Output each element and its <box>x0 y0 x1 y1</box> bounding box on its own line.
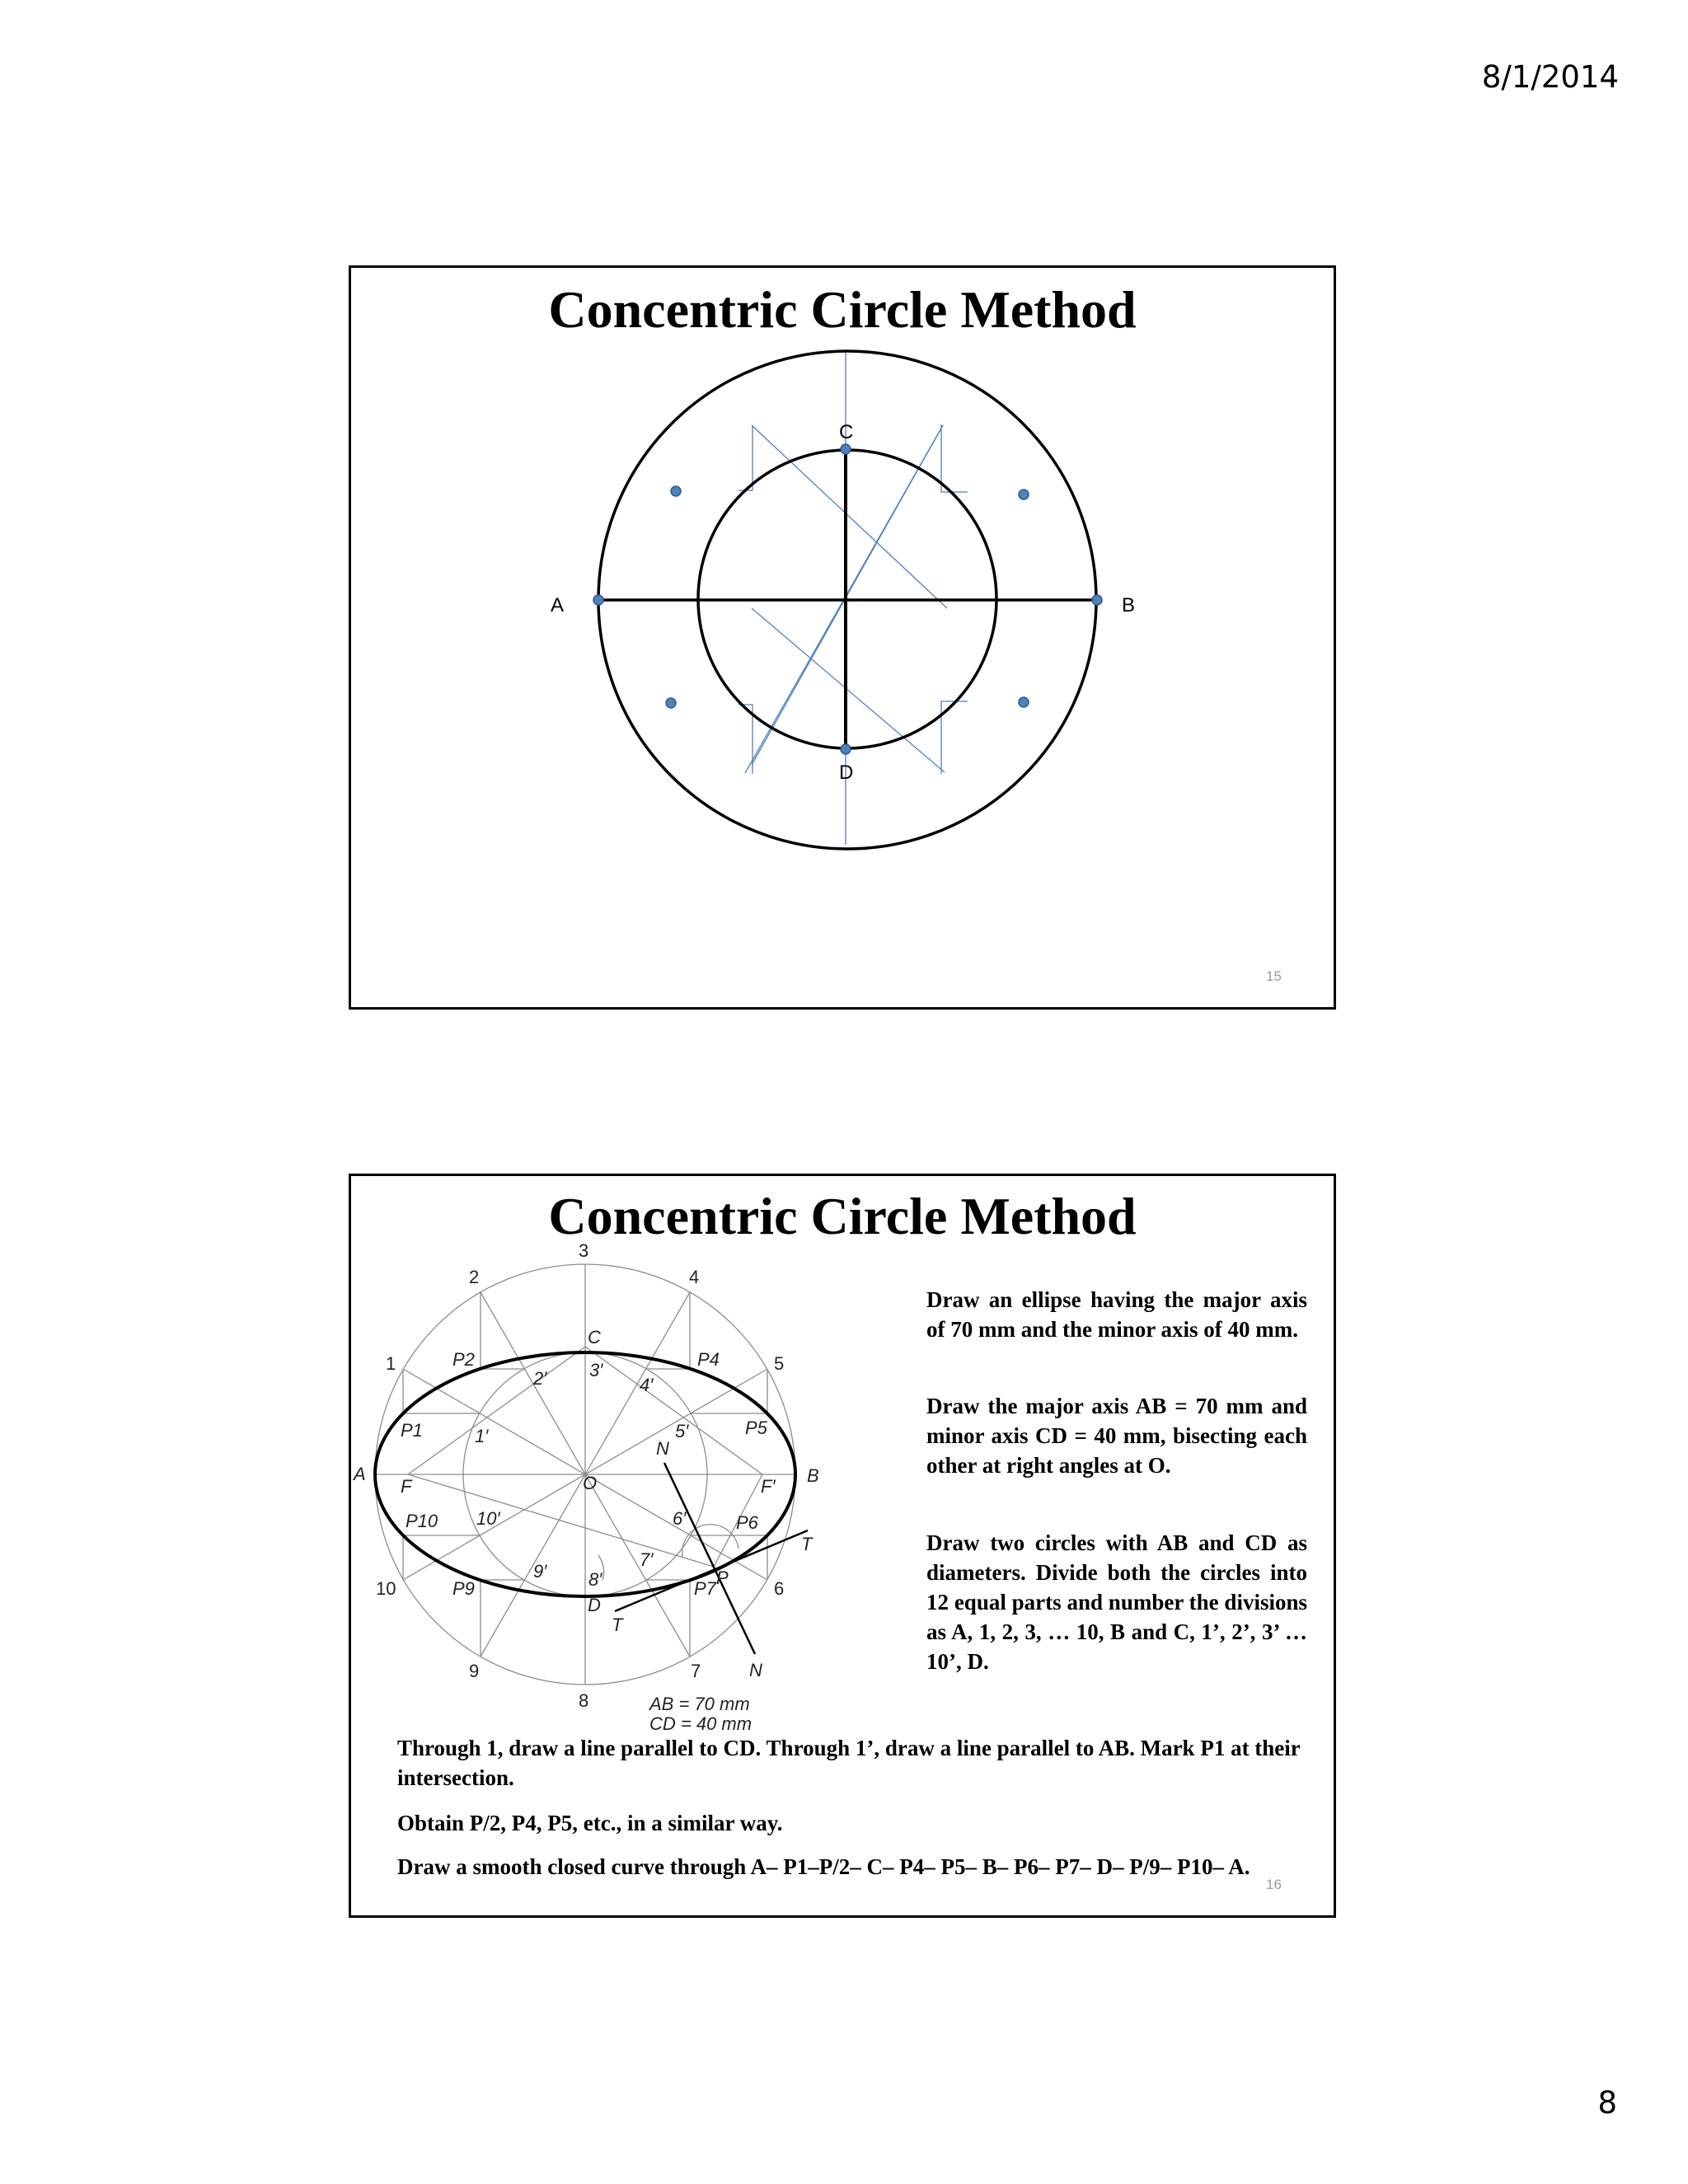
page-number: 8 <box>1597 2085 1617 2121</box>
inner-number: 6′ <box>673 1508 687 1529</box>
point-label: P2 <box>452 1349 475 1370</box>
ellipse-point <box>1019 490 1029 499</box>
outer-number: 10 <box>376 1578 396 1599</box>
slide-15 <box>349 265 1336 1010</box>
label-b: B <box>807 1465 819 1486</box>
label-f-prime: F′ <box>761 1476 776 1497</box>
slide-16 <box>349 1174 1336 1918</box>
outer-number: 5 <box>774 1353 785 1374</box>
label-c: C <box>588 1327 601 1347</box>
inner-number: 5′ <box>675 1421 689 1441</box>
point-b <box>1092 595 1102 605</box>
instruction-paragraph: Through 1, draw a line parallel to CD. Through 1’, draw a line parallel to AB. Mark P1 at their intersection. <box>397 1736 1301 1790</box>
dimension-ab: AB = 70 mm <box>649 1694 750 1714</box>
slide-title: Concentric Circle Method <box>548 1187 1137 1245</box>
label-t: T <box>801 1534 813 1554</box>
point-label: P10 <box>406 1511 438 1531</box>
instruction-paragraph: Draw an ellipse having the major axis of 70 mm and the minor axis of 40 mm. <box>926 1287 1307 1342</box>
projection-line <box>738 425 753 490</box>
label-d: D <box>839 762 854 784</box>
inner-number: 8′ <box>588 1569 603 1590</box>
slide-title: Concentric Circle Method <box>548 280 1137 339</box>
label-a: A <box>551 594 565 616</box>
slide-number: 16 <box>1266 1877 1282 1892</box>
slide-number: 15 <box>1266 968 1282 984</box>
inner-number: 2′ <box>533 1368 547 1389</box>
ellipse-point <box>1019 697 1029 707</box>
point-label: P7 <box>694 1578 716 1599</box>
outer-number: 3 <box>579 1240 589 1261</box>
label-b: B <box>1122 594 1136 616</box>
outer-number: 7 <box>691 1661 701 1681</box>
dimension-cd: CD = 40 mm <box>649 1713 753 1734</box>
outer-number: 8 <box>579 1690 589 1711</box>
point-label: P9 <box>452 1578 475 1599</box>
point-label: P1 <box>401 1420 423 1441</box>
inner-number: 1′ <box>475 1426 489 1446</box>
instruction-paragraph: Draw a smooth closed curve through A– P1–P/2– C– P4– P5– B– P6– P7– D– P/9– P10– A. <box>397 1854 1250 1879</box>
outer-number: 9 <box>469 1661 480 1681</box>
inner-number: 10′ <box>476 1508 500 1529</box>
page-date: 8/1/2014 <box>1481 59 1619 95</box>
point-c <box>841 444 851 454</box>
point-label: P6 <box>736 1512 758 1533</box>
outer-number: 6 <box>774 1578 785 1599</box>
projection-line <box>941 424 968 492</box>
label-o: O <box>583 1473 598 1493</box>
instruction-paragraph: Obtain P/2, P4, P5, etc., in a similar way. <box>397 1811 783 1835</box>
concentric-circle-diagram <box>351 268 1336 1010</box>
tangent-line <box>615 1530 808 1611</box>
label-p: P <box>716 1568 729 1588</box>
point-d <box>841 744 851 754</box>
inner-number: 9′ <box>533 1561 547 1582</box>
ellipse-point <box>671 486 681 496</box>
label-n: N <box>656 1438 669 1459</box>
inner-number: 3′ <box>589 1360 603 1380</box>
inner-number: 7′ <box>640 1549 654 1570</box>
outer-number: 2 <box>469 1267 480 1287</box>
ellipse-point <box>666 698 676 708</box>
inner-number: 4′ <box>640 1375 654 1395</box>
label-n: N <box>749 1660 762 1680</box>
instruction-paragraph: Draw two circles with AB and CD as diameters. Divide both the circles into 12 equal parts and number the divisions as A, 1, 2, 3, … 10, B and C, 1’, 2’, 3’ … 10’, D. <box>926 1530 1307 1674</box>
point-label: P4 <box>697 1349 720 1370</box>
point-label: P5 <box>745 1418 767 1438</box>
outer-number: 4 <box>689 1267 700 1287</box>
ellipse-construction-figure <box>351 1176 879 1753</box>
label-c: C <box>839 421 854 443</box>
point-a <box>593 595 603 605</box>
label-a: A <box>354 1464 366 1484</box>
label-t: T <box>612 1615 623 1635</box>
label-f: F <box>401 1476 412 1497</box>
label-d: D <box>588 1595 601 1615</box>
outer-number: 1 <box>386 1353 396 1374</box>
instruction-paragraph: Draw the major axis AB = 70 mm and minor axis CD = 40 mm, bisecting each other at right angles at O. <box>926 1394 1307 1478</box>
